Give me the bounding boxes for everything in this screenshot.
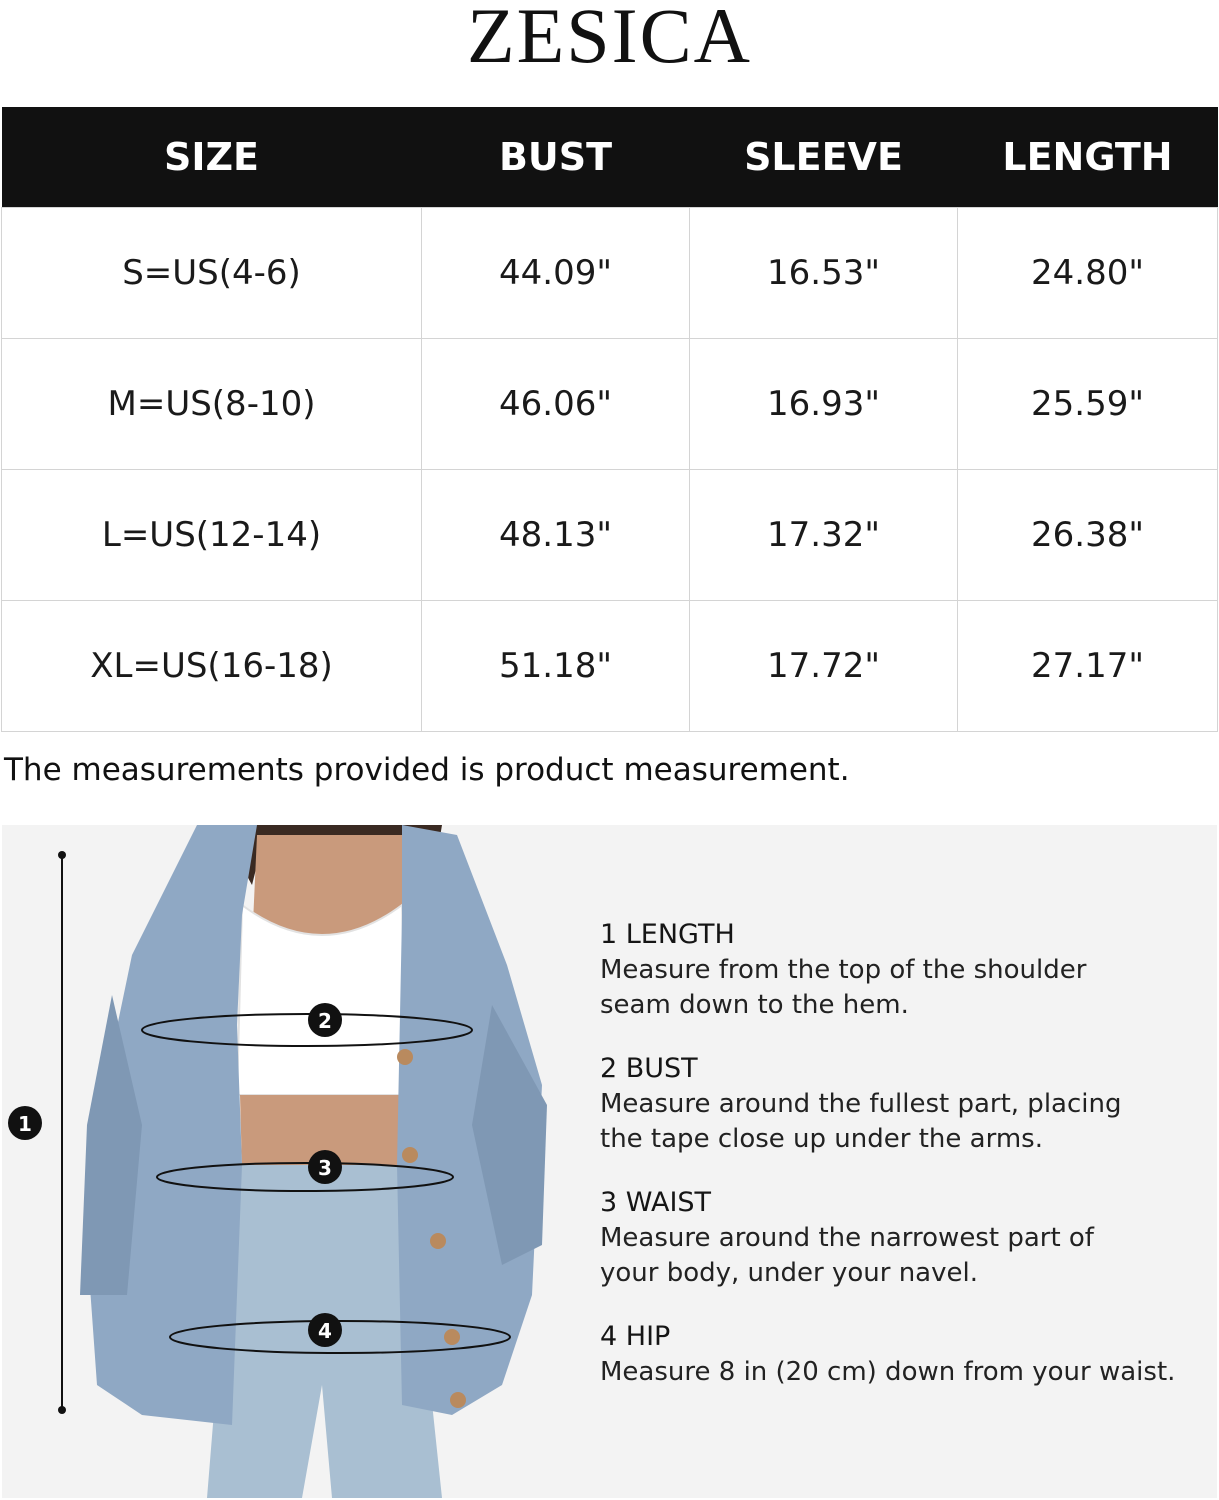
column-header-length: LENGTH [958, 107, 1218, 208]
brand-logo: ZESICA [467, 0, 752, 79]
table-header-row [2, 107, 1218, 208]
instruction-length [600, 917, 1200, 1023]
measurement-note: The measurements provided is product measurement. [4, 752, 850, 788]
measurement-instructions [600, 917, 1200, 1418]
size-cell: S=US(4-6) [2, 208, 422, 339]
bust-cell: 44.09" [422, 208, 690, 339]
instruction-body: Measure around the fullest part, placing the tape close up under the arms. [600, 1089, 1122, 1154]
table-row [2, 339, 1218, 470]
table-row [2, 601, 1218, 732]
svg-text:4: 4 [318, 1319, 332, 1343]
marker-4-icon [308, 1313, 342, 1347]
svg-text:1: 1 [18, 1112, 32, 1136]
table-row [2, 470, 1218, 601]
marker-2-icon [308, 1003, 342, 1037]
instruction-title: 4 HIP [600, 1321, 671, 1352]
sleeve-cell: 16.53" [690, 208, 958, 339]
instruction-title: 3 WAIST [600, 1187, 712, 1218]
bust-cell: 51.18" [422, 601, 690, 732]
instruction-body: Measure from the top of the shoulder seam down to the hem. [600, 955, 1087, 1020]
size-cell: XL=US(16-18) [2, 601, 422, 732]
sleeve-cell: 17.72" [690, 601, 958, 732]
table-row [2, 208, 1218, 339]
svg-text:3: 3 [318, 1156, 332, 1180]
svg-text:2: 2 [318, 1009, 332, 1033]
instruction-body: Measure around the narrowest part of your body, under your navel. [600, 1223, 1094, 1288]
length-cell: 24.80" [958, 208, 1218, 339]
instruction-title: 1 LENGTH [600, 919, 735, 950]
length-cell: 27.17" [958, 601, 1218, 732]
instruction-body: Measure 8 in (20 cm) down from your waist. [600, 1357, 1176, 1387]
button-icon [430, 1233, 446, 1249]
sleeve-cell: 17.32" [690, 470, 958, 601]
column-header-bust: BUST [422, 107, 690, 208]
column-header-sleeve: SLEEVE [690, 107, 958, 208]
instruction-bust [600, 1051, 1200, 1157]
column-header-size: SIZE [2, 107, 422, 208]
model-figure [2, 825, 582, 1498]
button-icon [402, 1147, 418, 1163]
length-cell: 26.38" [958, 470, 1218, 601]
instruction-waist [600, 1185, 1200, 1291]
button-icon [450, 1392, 466, 1408]
button-icon [397, 1049, 413, 1065]
sleeve-cell: 16.93" [690, 339, 958, 470]
bust-cell: 46.06" [422, 339, 690, 470]
size-chart-table [1, 107, 1218, 732]
length-cell: 25.59" [958, 339, 1218, 470]
size-cell: L=US(12-14) [2, 470, 422, 601]
size-cell: M=US(8-10) [2, 339, 422, 470]
instruction-title: 2 BUST [600, 1053, 698, 1084]
measurement-guide [2, 825, 1217, 1498]
bust-cell: 48.13" [422, 470, 690, 601]
instruction-hip [600, 1319, 1200, 1390]
marker-1-icon [8, 1106, 42, 1140]
button-icon [444, 1329, 460, 1345]
marker-3-icon [308, 1150, 342, 1184]
